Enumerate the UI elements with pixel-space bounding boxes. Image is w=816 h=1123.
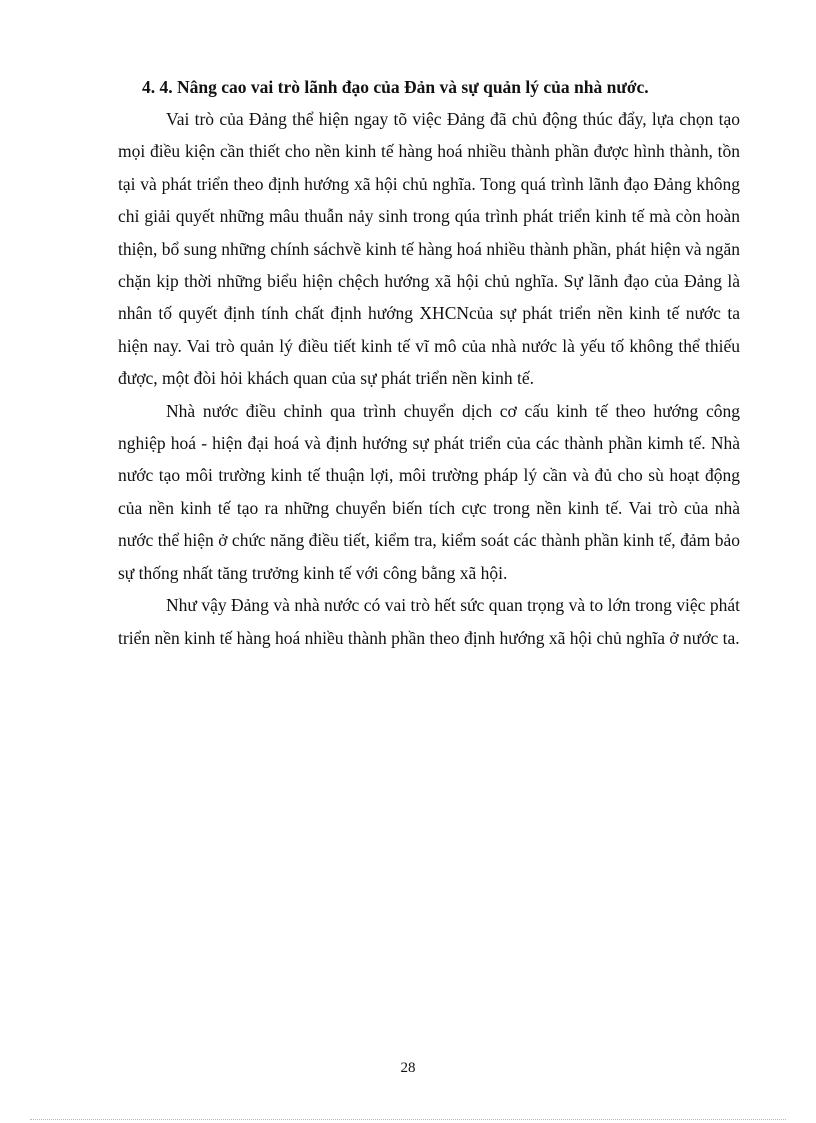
paragraph-party-role: Vai trò của Đảng thể hiện ngay tõ việc Đảng đã chủ động thúc đẩy, lựa chọn tạo mọi điều kiện cần thiết cho nền kinh tế hàng hoá nhiều thành phần được hình thành, tồn tại và phát triển theo định hướng xã hội chủ nghĩa. Tong quá trình lãnh đạo Đảng không chỉ giải quyết những mâu thuẫn nảy sinh trong qúa trình phát triển kinh tế mà còn hoàn thiện, bổ sung những chính sáchvề kinh tế hàng hoá nhiều thành phần, phát hiện và ngăn chặn kịp thời những biểu hiện chệch hướng xã hội chủ nghĩa. Sự lãnh đạo của Đảng là nhân tố quyết định tính chất định hướng XHCNcủa sự phát triển nền kinh tế nước ta hiện nay. Vai trò quản lý điều tiết kinh tế vĩ mô của nhà nước là yếu tố không thể thiếu được, một đòi hỏi khách quan của sự phát triển nền kinh tế. [118, 109, 740, 389]
page-bottom-divider [30, 1119, 786, 1120]
section-heading: 4. 4. Nâng cao vai trò lãnh đạo của Đản và sự quản lý của nhà nước. [142, 77, 649, 97]
paragraph-conclusion: Như vậy Đảng và nhà nước có vai trò hết sức quan trọng và to lớn trong việc phát triển nền kinh tế hàng hoá nhiều thành phần theo định hướng xã hội chủ nghĩa ở nước ta. [118, 595, 740, 648]
page-number: 28 [400, 1060, 416, 1076]
page-body [118, 72, 740, 654]
paragraph-state-regulation: Nhà nước điều chỉnh qua trình chuyển dịch cơ cấu kinh tế theo hướng công nghiệp hoá - hiện đại hoá và định hướng sự phát triển của các thành phần kimh tế. Nhà nước tạo môi trường kinh tế thuận lợi, môi trường pháp lý cần và đủ cho sù hoạt động của nền kinh tế tạo ra những chuyển biến tích cực trong nền kinh tế. Vai trò của nhà nước thể hiện ở chức năng điều tiết, kiểm tra, kiểm soát các thành phần kinh tế, đảm bảo sự thống nhất tăng trưởng kinh tế với công bằng xã hội. [118, 400, 740, 583]
